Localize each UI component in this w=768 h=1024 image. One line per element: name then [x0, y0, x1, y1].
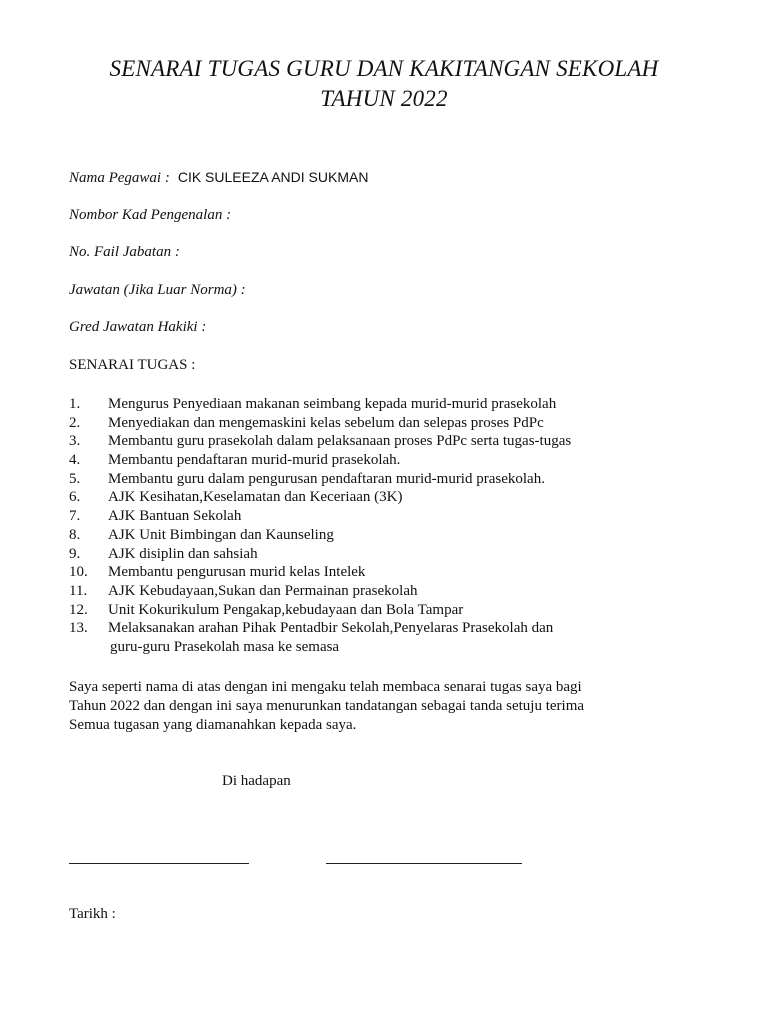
duty-number: 8. — [69, 526, 81, 543]
duty-text: Membantu pengurusan murid kelas Intelek — [108, 564, 366, 581]
no-fail-label: No. Fail Jabatan : — [69, 244, 180, 260]
duty-text: AJK Kesihatan,Keselamatan dan Keceriaan (3K) — [108, 489, 403, 506]
duty-text: Membantu guru dalam pengurusan pendaftaran murid-murid prasekolah. — [108, 470, 545, 487]
duty-text: AJK Unit Bimbingan dan Kaunseling — [108, 526, 334, 543]
nama-pegawai-label: Nama Pegawai : — [69, 170, 170, 186]
duty-number: 10. — [69, 564, 88, 581]
duty-text: AJK Kebudayaan,Sukan dan Permainan prasekolah — [108, 582, 418, 599]
duty-text: AJK Bantuan Sekolah — [108, 508, 242, 525]
nama-pegawai-value: CIK SULEEZA ANDI SUKMAN — [177, 169, 369, 185]
duty-number: 13. — [69, 620, 88, 637]
declaration-line: Semua tugasan yang diamanahkan kepada saya. — [69, 717, 357, 733]
document-title-line-1: SENARAI TUGAS GURU DAN KAKITANGAN SEKOLAH — [109, 56, 659, 81]
duty-item — [69, 619, 709, 638]
duty-text: Mengurus Penyediaan makanan seimbang kepada murid-murid prasekolah — [108, 396, 557, 412]
duty-item — [69, 395, 709, 414]
duty-item — [69, 526, 709, 545]
field-gred-jawatan — [69, 318, 206, 336]
field-nombor-kad-pengenalan — [69, 206, 231, 224]
duty-item — [69, 545, 709, 564]
duty-item — [69, 582, 709, 601]
declaration-line: Saya seperti nama di atas dengan ini mengaku telah membaca senarai tugas saya bagi — [69, 679, 582, 695]
duty-number: 2. — [69, 414, 81, 431]
duty-13-continuation: guru-guru Prasekolah masa ke semasa — [110, 638, 340, 655]
duty-text: Membantu guru prasekolah dalam pelaksanaan proses PdPc serta tugas-tugas — [108, 433, 572, 450]
signature-line-right — [326, 863, 522, 864]
jawatan-label: Jawatan (Jika Luar Norma) : — [69, 282, 246, 298]
duty-text: Melaksanakan arahan Pihak Pentadbir Sekolah,Penyelaras Prasekolah dan — [108, 620, 554, 637]
duty-number: 5. — [69, 470, 81, 487]
duty-text: Membantu pendaftaran murid-murid prasekolah. — [108, 452, 401, 469]
signature-line-left — [69, 863, 249, 864]
duty-number: 3. — [69, 433, 81, 450]
duty-number: 6. — [69, 489, 81, 506]
signature-caption: Di hadapan — [222, 773, 291, 789]
duty-number: 7. — [69, 508, 81, 525]
nombor-kad-label: Nombor Kad Pengenalan : — [69, 207, 232, 223]
document-title-line-2: TAHUN 2022 — [320, 86, 448, 111]
duties-list — [69, 395, 709, 657]
duty-item — [69, 432, 709, 451]
duty-text: AJK disiplin dan sahsiah — [108, 545, 258, 562]
duty-item — [69, 601, 709, 620]
duty-number: 9. — [69, 545, 81, 562]
duty-number: 11. — [69, 582, 88, 599]
duty-item — [69, 470, 709, 489]
date-label: Tarikh : — [69, 906, 116, 922]
duty-item — [69, 414, 709, 433]
duty-number: 12. — [69, 601, 88, 618]
field-nama-pegawai — [69, 168, 368, 187]
declaration-line: Tahun 2022 dan dengan ini saya menurunkan tandatangan sebagai tanda setuju terima — [69, 698, 585, 714]
duties-heading: SENARAI TUGAS : — [69, 357, 196, 373]
duty-item — [69, 451, 709, 470]
duty-item — [69, 507, 709, 526]
duty-text: Menyediakan dan mengemaskini kelas sebelum dan selepas proses PdPc — [108, 414, 544, 431]
duty-number: 4. — [69, 452, 81, 469]
field-no-fail-jabatan — [69, 243, 180, 261]
duty-item — [69, 488, 709, 507]
declaration-statement — [69, 678, 709, 735]
duty-number: 1. — [69, 396, 81, 412]
field-jawatan — [69, 281, 246, 299]
duty-item — [69, 563, 709, 582]
duty-text: Unit Kokurikulum Pengakap,kebudayaan dan Bola Tampar — [108, 601, 464, 618]
gred-jawatan-label: Gred Jawatan Hakiki : — [69, 319, 207, 335]
